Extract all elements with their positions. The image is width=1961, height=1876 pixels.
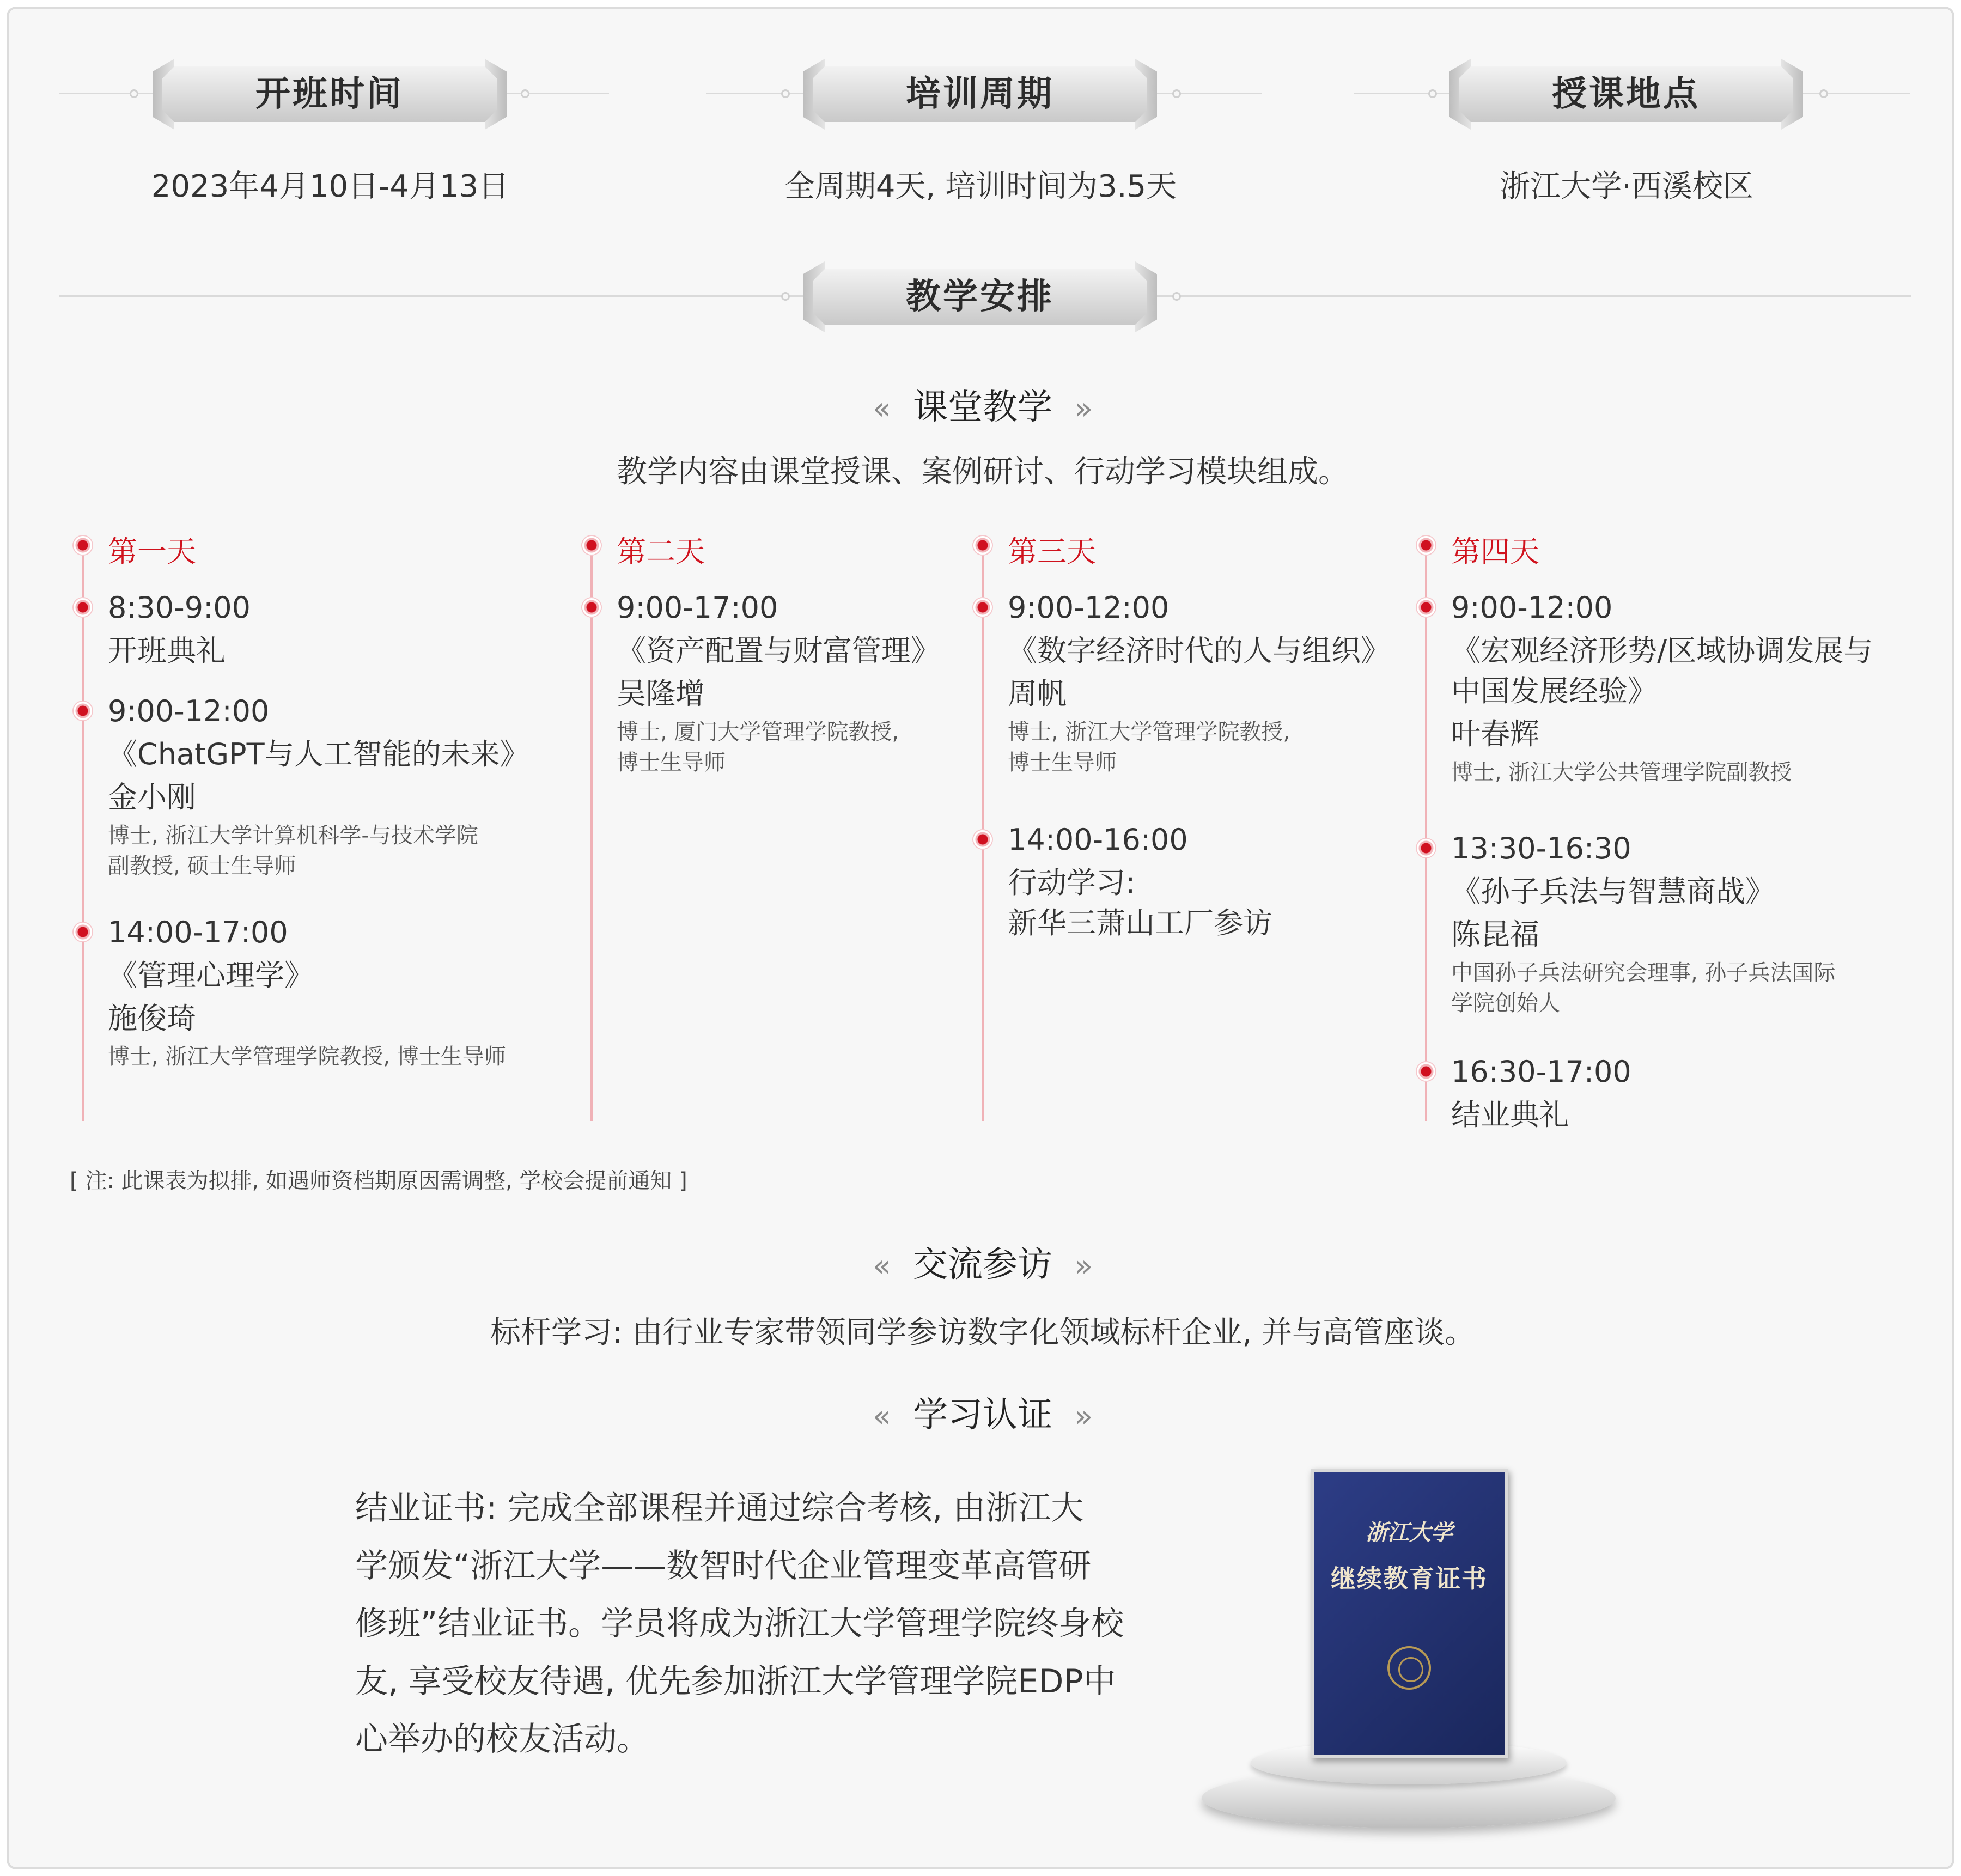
- day-label: 第三天: [1008, 534, 1096, 569]
- chevron-left-icon: «: [872, 1248, 891, 1284]
- paragraph-line: 友, 享受校友待遇, 优先参加浙江大学管理学院EDP中: [355, 1662, 1116, 1701]
- timeline-marker-icon: [973, 598, 992, 617]
- banner-title: 培训周期: [906, 74, 1054, 114]
- lecturer-desc: 博士, 浙江大学计算机科学-与技术学院: [108, 823, 478, 848]
- banner-training-cycle: [803, 59, 1157, 130]
- session-time: 14:00-17:00: [108, 915, 288, 949]
- start-time-value: 2023年4月10日-4月13日: [151, 169, 509, 204]
- timeline-marker-icon: [1417, 598, 1435, 617]
- lecturer-desc: 博士, 浙江大学管理学院教授,: [1008, 720, 1290, 745]
- session-time: 13:30-16:30: [1451, 831, 1631, 866]
- schedule-item: [108, 585, 251, 671]
- rule-dot: [1172, 89, 1181, 98]
- schedule-item: [617, 585, 940, 778]
- certificate-title: 继续教育证书: [1331, 1564, 1488, 1593]
- chevron-left-icon: «: [872, 391, 891, 427]
- paragraph-line: 心举办的校友活动。: [355, 1720, 649, 1758]
- lecturer-desc: 中国孙子兵法研究会理事, 孙子兵法国际: [1451, 960, 1836, 985]
- session-course: 结业典礼: [1451, 1098, 1569, 1132]
- rule-dot: [130, 89, 138, 98]
- timeline-line: [1425, 548, 1427, 1121]
- schedule-item: [108, 689, 529, 881]
- schedule-item: [108, 910, 506, 1072]
- schedule-note: [ 注: 此课表为拟排, 如遇师资档期原因需调整, 学校会提前通知 ]: [70, 1168, 687, 1193]
- timeline-line: [82, 548, 84, 1121]
- session-time: 9:00-12:00: [108, 694, 270, 728]
- session-course: 中国发展经验》: [1451, 674, 1657, 708]
- schedule-item: [1008, 585, 1390, 778]
- lecturer-name: 陈昆福: [1451, 917, 1539, 952]
- section-certification: [765, 1387, 1201, 1437]
- lecturer-desc: 副教授, 硕士生导师: [108, 854, 296, 879]
- section-title: 交流参访: [913, 1245, 1052, 1285]
- session-course: 行动学习:: [1008, 866, 1136, 900]
- session-course: 《数字经济时代的人与组织》: [1008, 634, 1390, 668]
- day-label: 第二天: [617, 534, 705, 569]
- session-time: 9:00-12:00: [1451, 590, 1613, 625]
- training-cycle-value: 全周期4天, 培训时间为3.5天: [784, 169, 1177, 204]
- timeline-line: [590, 548, 593, 1121]
- timeline-marker-icon: [74, 536, 92, 555]
- page: [7, 7, 1954, 1869]
- banner-location: [1449, 59, 1803, 130]
- session-course: 《资产配置与财富管理》: [617, 634, 940, 668]
- rule-dot: [521, 89, 529, 98]
- session-time: 8:30-9:00: [108, 590, 251, 625]
- lecturer-desc: 博士, 浙江大学公共管理学院副教授: [1451, 760, 1792, 785]
- session-time: 16:30-17:00: [1451, 1055, 1631, 1089]
- chevron-right-icon: »: [1074, 1399, 1093, 1434]
- banner-title: 教学安排: [906, 277, 1054, 317]
- chevron-right-icon: »: [1074, 1248, 1093, 1284]
- section-title: 课堂教学: [913, 387, 1052, 428]
- paragraph-line: 学颁发“浙江大学——数智时代企业管理变革高管研: [355, 1547, 1092, 1585]
- schedule-item: [1451, 1049, 1631, 1135]
- lecturer-name: 金小刚: [108, 780, 196, 814]
- rule-dot: [1819, 89, 1828, 98]
- day-label: 第四天: [1451, 534, 1539, 569]
- timeline-marker-icon: [582, 598, 601, 617]
- timeline-marker-icon: [74, 923, 92, 941]
- session-course: 新华三萧山工厂参访: [1008, 906, 1272, 940]
- timeline-marker-icon: [1417, 839, 1435, 857]
- schedule-item: [1451, 826, 1835, 1019]
- timeline-marker-icon: [74, 702, 92, 720]
- paragraph-line: 修班”结业证书。学员将成为浙江大学管理学院终身校: [355, 1605, 1124, 1643]
- lecturer-name: 周帆: [1008, 677, 1067, 711]
- classroom-description: 教学内容由课堂授课、案例研讨、行动学习模块组成。: [617, 454, 1349, 490]
- lecturer-name: 施俊琦: [108, 1001, 196, 1036]
- timeline-marker-icon: [1417, 536, 1435, 555]
- exchange-description: 标杆学习: 由行业专家带领同学参访数字化领域标杆企业, 并与高管座谈。: [490, 1315, 1476, 1350]
- rule-dot: [781, 292, 790, 301]
- session-course: 《宏观经济形势/区域协调发展与: [1451, 634, 1873, 668]
- lecturer-name: 吴隆增: [617, 677, 705, 711]
- rule-dot: [1172, 292, 1181, 301]
- lecturer-name: 叶春辉: [1451, 717, 1539, 751]
- day-label: 第一天: [108, 534, 196, 569]
- lecturer-desc: 博士, 厦门大学管理学院教授,: [617, 720, 899, 745]
- timeline-marker-icon: [74, 598, 92, 617]
- location-value: 浙江大学·西溪校区: [1500, 169, 1753, 204]
- session-time: 9:00-17:00: [617, 590, 778, 625]
- session-course: 《管理心理学》: [108, 958, 314, 992]
- banner-title: 授课地点: [1552, 74, 1700, 114]
- certificate-book: [1311, 1469, 1508, 1758]
- lecturer-desc: 博士, 浙江大学管理学院教授, 博士生导师: [108, 1044, 506, 1069]
- session-course: 《ChatGPT与人工智能的未来》: [108, 737, 529, 771]
- schedule-item: [1451, 585, 1873, 788]
- section-classroom: [765, 379, 1201, 429]
- banner-title: 开班时间: [255, 74, 404, 114]
- timeline-marker-icon: [973, 830, 992, 849]
- certificate-university: 浙江大学: [1366, 1520, 1453, 1545]
- lecturer-desc: 学院创始人: [1451, 991, 1560, 1016]
- session-time: 9:00-12:00: [1008, 590, 1170, 625]
- section-exchange: [765, 1237, 1201, 1287]
- rule-dot: [1428, 89, 1437, 98]
- timeline-marker-icon: [1417, 1062, 1435, 1081]
- timeline-marker-icon: [582, 536, 601, 555]
- banner-start-time: [153, 59, 507, 130]
- lecturer-desc: 博士生导师: [617, 750, 726, 775]
- paragraph-line: 结业证书: 完成全部课程并通过综合考核, 由浙江大: [355, 1489, 1084, 1527]
- session-time: 14:00-16:00: [1008, 823, 1188, 857]
- certification-paragraph: [355, 1479, 1129, 1768]
- section-title: 学习认证: [913, 1395, 1052, 1435]
- lecturer-desc: 博士生导师: [1008, 750, 1117, 775]
- schedule-item: [1008, 817, 1272, 943]
- chevron-right-icon: »: [1074, 391, 1093, 427]
- rule-dot: [781, 89, 790, 98]
- session-course: 《孙子兵法与智慧商战》: [1451, 874, 1775, 909]
- banner-schedule: [803, 261, 1157, 332]
- session-course: 开班典礼: [108, 634, 226, 668]
- timeline-marker-icon: [973, 536, 992, 555]
- chevron-left-icon: «: [872, 1399, 891, 1434]
- university-seal-icon: [1387, 1646, 1431, 1690]
